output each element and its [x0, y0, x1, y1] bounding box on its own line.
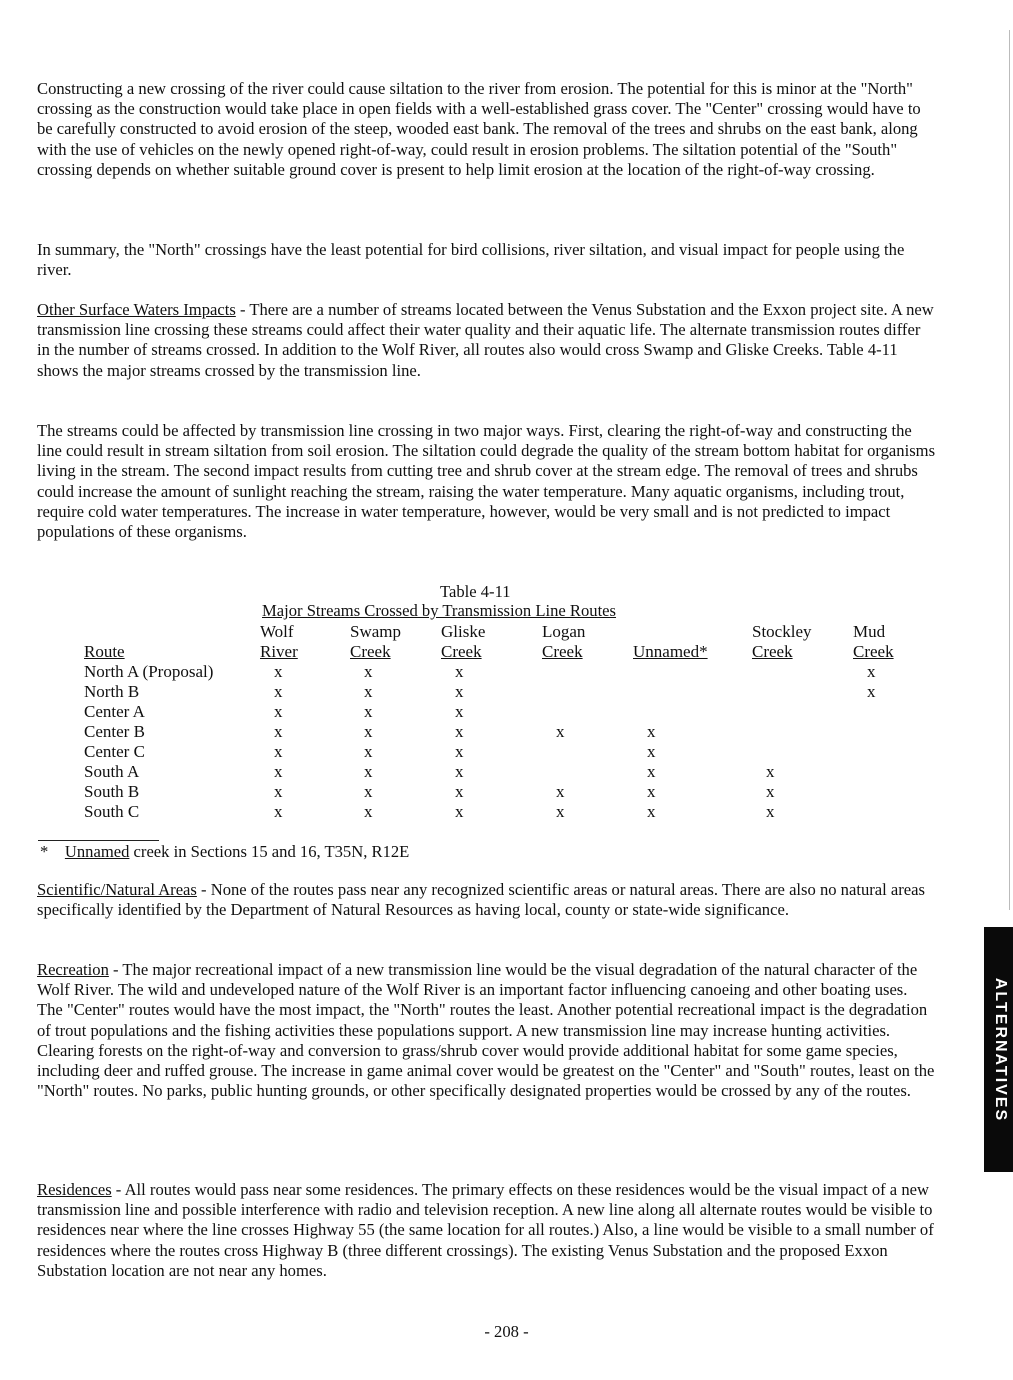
table-header-row-bottom — [84, 642, 894, 662]
crossing-mark-cell — [853, 762, 894, 782]
crossing-mark-cell — [542, 742, 633, 762]
footnote-rule — [38, 840, 159, 841]
col-header-route: Route — [84, 642, 125, 661]
col-header-stockley-top: Stockley — [752, 622, 812, 641]
heading-recreation: Recreation — [37, 960, 109, 979]
crossing-mark-cell: x — [274, 682, 283, 701]
crossing-mark-cell: x — [647, 802, 656, 821]
route-name-cell: South A — [84, 762, 140, 781]
col-header-unnamed: Unnamed* — [633, 642, 708, 661]
crossing-mark-cell — [633, 682, 752, 702]
crossing-mark-cell: x — [647, 742, 656, 761]
crossing-mark-cell: x — [647, 762, 656, 781]
crossing-mark-cell: x — [274, 762, 283, 781]
footnote-mark: * — [40, 842, 49, 861]
crossing-mark-cell — [853, 742, 894, 762]
route-name-cell: South B — [84, 782, 140, 801]
crossing-mark-cell: x — [766, 802, 775, 821]
col-header-mud-top: Mud — [853, 622, 886, 641]
table-footnote — [40, 842, 409, 862]
table-title: Major Streams Crossed by Transmission Line Routes — [262, 601, 617, 620]
heading-residences: Residences — [37, 1180, 112, 1199]
paragraph-river-siltation: Constructing a new crossing of the river could cause siltation to the river from erosion. The potential for this is minor at the "North" crossing as the construction would take place in open fields with a well-established grass cover. The "Center" crossing would have to be carefully constructed to avoid erosion of the steep, wooded east bank. The removal of the trees and shrubs on the east bank, along with the use of vehicles on the newly opened right-of-way, could result in erosion problems. The siltation potential of the "South" crossing depends on whether suitable ground cover is present to help limit erosion at the location of the right-of-way crossing. — [37, 79, 921, 179]
crossing-mark-cell: x — [867, 662, 876, 681]
crossing-mark-cell: x — [455, 782, 464, 801]
crossing-mark-cell — [752, 722, 853, 742]
col-header-swamp: Creek — [350, 642, 391, 661]
streams-table — [84, 622, 894, 822]
paragraph-summary: In summary, the "North" crossings have the least potential for bird collisions, river siltation, and visual impact for people using the river. — [37, 240, 905, 280]
col-header-stockley: Creek — [752, 642, 793, 661]
route-name-cell: North B — [84, 682, 140, 701]
table-row — [84, 802, 894, 822]
footnote-text: creek in Sections 15 and 16, T35N, R12E — [129, 842, 410, 861]
table-row — [84, 742, 894, 762]
col-header-logan: Creek — [542, 642, 583, 661]
crossing-mark-cell: x — [364, 662, 373, 681]
paragraph-residences — [37, 1180, 937, 1281]
crossing-mark-cell: x — [455, 702, 464, 721]
crossing-mark-cell: x — [556, 802, 565, 821]
text-scientific-areas: - None of the routes pass near any recognized scientific areas or natural areas. There are also no natural areas specifically identified by the Department of Natural Resources as having local, county or state-wide significance. — [37, 880, 925, 920]
crossing-mark-cell: x — [274, 782, 283, 801]
text-recreation: - The major recreational impact of a new transmission line would be the visual degradation of the natural character of the Wolf River. The wild and undeveloped nature of the Wolf River is an important factor influencing canoeing and other boating uses. The "Center" routes would have the most impact, the "North" routes the least. Another potential recreational impact is the degradation of trout populations and the fishing activities these populations support. A new transmission line may increase hunting activities. Clearing forests on the right-of-way and conversion to grass/shrub cover would provide additional habitat for some game species, including deer and ruffed grouse. The increase in game animal cover would be greatest on the "Center" and "South" routes, least on the "North" routes. No parks, public hunting grounds, or other specifically designated properties would be crossed by any of the routes. — [37, 960, 935, 1101]
route-name-cell: North A (Proposal) — [84, 662, 214, 681]
crossing-mark-cell — [853, 782, 894, 802]
paragraph-other-surface-waters — [37, 300, 937, 381]
col-header-logan-top: Logan — [542, 622, 586, 641]
crossing-mark-cell — [853, 702, 894, 722]
text-other-surface-waters: - There are a number of streams located between the Venus Substation and the Exxon project site. A new transmission line crossing these streams could affect their water quality and their aquatic life. The alternate transmission routes differ in the number of streams crossed. In addition to the Wolf River, all routes also would cross Swamp and Gliske Creeks. Table 4-11 shows the major streams crossed by the transmission line. — [37, 300, 934, 380]
crossing-mark-cell — [633, 662, 752, 682]
section-side-tab — [984, 927, 1013, 1172]
page-number: - 208 - — [484, 1322, 529, 1341]
crossing-mark-cell — [542, 762, 633, 782]
route-name-cell: Center A — [84, 702, 145, 721]
col-header-mud: Creek — [853, 642, 894, 661]
crossing-mark-cell — [542, 662, 633, 682]
paragraph-scientific-areas — [37, 880, 937, 920]
crossing-mark-cell: x — [556, 782, 565, 801]
crossing-mark-cell — [752, 682, 853, 702]
crossing-mark-cell — [752, 702, 853, 722]
crossing-mark-cell — [853, 802, 894, 822]
crossing-mark-cell: x — [274, 662, 283, 681]
side-tab-label: ALTERNATIVES — [992, 977, 1009, 1122]
crossing-mark-cell: x — [556, 722, 565, 741]
crossing-mark-cell: x — [274, 722, 283, 741]
crossing-mark-cell — [542, 682, 633, 702]
crossing-mark-cell — [633, 702, 752, 722]
table-body — [84, 662, 894, 822]
table-row — [84, 702, 894, 722]
crossing-mark-cell: x — [455, 742, 464, 761]
crossing-mark-cell: x — [364, 742, 373, 761]
col-header-wolf: River — [260, 642, 298, 661]
crossing-mark-cell: x — [364, 722, 373, 741]
crossing-mark-cell: x — [455, 722, 464, 741]
route-name-cell: Center C — [84, 742, 145, 761]
crossing-mark-cell — [853, 722, 894, 742]
crossing-mark-cell — [752, 742, 853, 762]
table-row — [84, 662, 894, 682]
col-header-gliske-top: Gliske — [441, 622, 486, 641]
crossing-mark-cell: x — [364, 702, 373, 721]
crossing-mark-cell: x — [364, 782, 373, 801]
table-number: Table 4-11 — [440, 582, 511, 601]
paragraph-recreation — [37, 960, 937, 1101]
crossing-mark-cell: x — [455, 802, 464, 821]
crossing-mark-cell: x — [364, 682, 373, 701]
route-name-cell: South C — [84, 802, 140, 821]
table-row — [84, 762, 894, 782]
col-header-wolf-top: Wolf — [260, 622, 294, 641]
text-residences: - All routes would pass near some residences. The primary effects on these residences would be the visual impact of a new transmission line and possible interference with radio and television reception. A new line along all alternate routes would be visible to residences near where the line crosses Highway 55 (the same location for all routes.) Also, a line would be visible to a small number of residences where the routes cross Highway B (three different crossings). The existing Venus Substation and the proposed Exxon Substation location are not near any homes. — [37, 1180, 934, 1280]
paragraph-stream-effects: The streams could be affected by transmission line crossing in two major ways. First, clearing the right-of-way and constructing the line could result in stream siltation from soil erosion. The siltation could degrade the quality of the stream bottom habitat for organisms living in the stream. The second impact results from cutting tree and shrub cover at the stream edge. The removal of trees and shrubs could increase the amount of sunlight reaching the stream, raising the water temperature. Many aquatic organisms, including trout, require cold water temperatures. The increase in water temperature, however, would be very small and is not predicted to impact populations of these organisms. — [37, 421, 936, 542]
crossing-mark-cell: x — [455, 662, 464, 681]
page-edge-line — [1009, 30, 1010, 910]
crossing-mark-cell: x — [647, 722, 656, 741]
crossing-mark-cell: x — [274, 702, 283, 721]
crossing-mark-cell: x — [867, 682, 876, 701]
table-row — [84, 682, 894, 702]
crossing-mark-cell — [542, 702, 633, 722]
table-row — [84, 722, 894, 742]
crossing-mark-cell: x — [274, 802, 283, 821]
heading-scientific-areas: Scientific/Natural Areas — [37, 880, 197, 899]
table-row — [84, 782, 894, 802]
table-header-row-top — [84, 622, 894, 642]
heading-other-surface-waters: Other Surface Waters Impacts — [37, 300, 236, 319]
crossing-mark-cell: x — [766, 782, 775, 801]
crossing-mark-cell: x — [647, 782, 656, 801]
crossing-mark-cell: x — [455, 682, 464, 701]
col-header-gliske: Creek — [441, 642, 482, 661]
col-header-unnamed-top — [633, 622, 752, 642]
col-header-swamp-top: Swamp — [350, 622, 401, 641]
footnote-underlined: Unnamed — [64, 842, 130, 861]
crossing-mark-cell: x — [455, 762, 464, 781]
crossing-mark-cell — [752, 662, 853, 682]
crossing-mark-cell: x — [364, 802, 373, 821]
col-header-route-top — [84, 622, 260, 642]
crossing-mark-cell: x — [364, 762, 373, 781]
crossing-mark-cell: x — [766, 762, 775, 781]
crossing-mark-cell: x — [274, 742, 283, 761]
route-name-cell: Center B — [84, 722, 145, 741]
